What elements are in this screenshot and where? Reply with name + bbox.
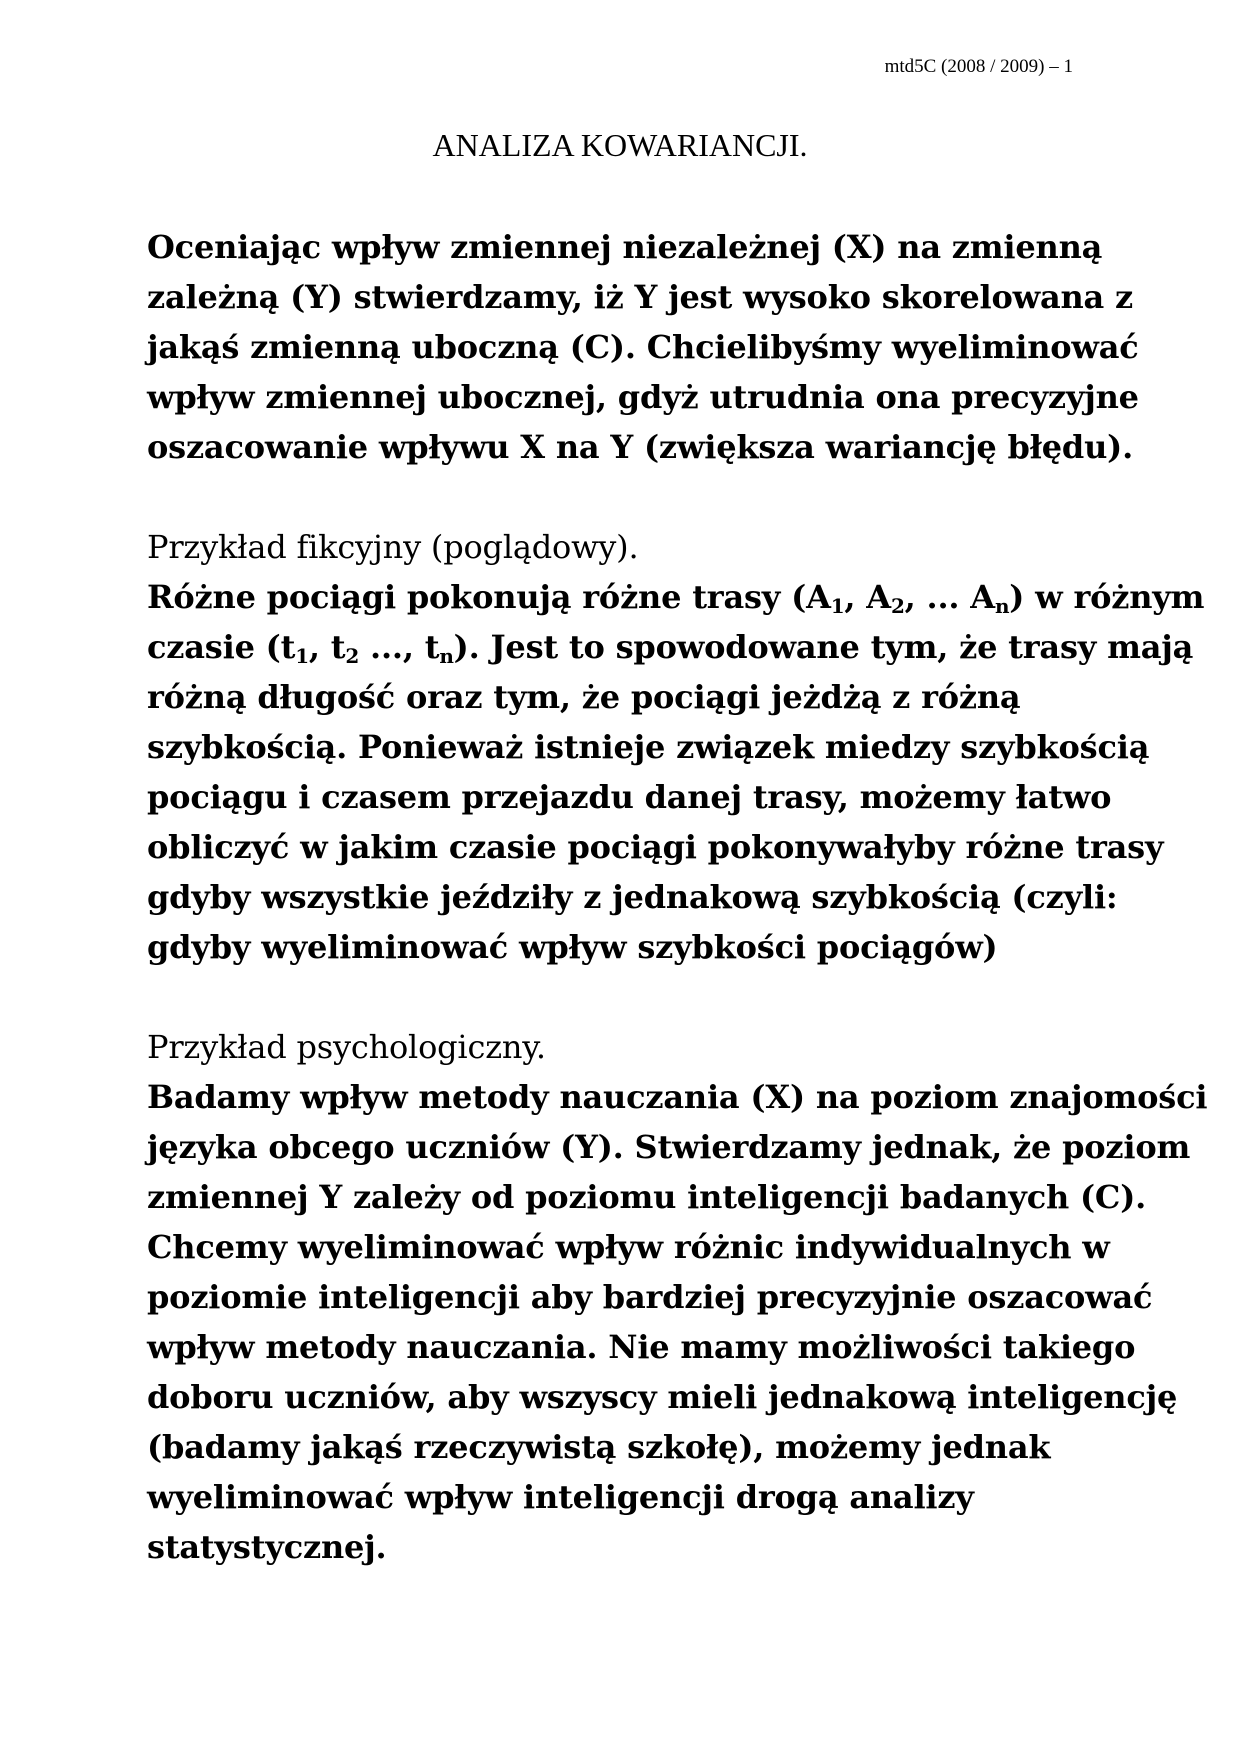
example2-line: wpływ metody nauczania. Nie mamy możliwości takiego: [147, 1328, 1136, 1366]
intro-line: oszacowanie wpływu X na Y (zwiększa wariancję błędu).: [147, 428, 1134, 466]
example2-line: Chcemy wyeliminować wpływ różnic indywidualnych w: [147, 1228, 1110, 1266]
subscript: 1: [830, 594, 845, 618]
example1-line: gdyby wszystkie jeździły z jednakową szybkością (czyli:: [147, 878, 1118, 916]
example1-paragraph: [147, 572, 1205, 972]
text-run: ). Jest to spowodowane tym, że trasy mają: [453, 628, 1194, 666]
intro-line: Oceniając wpływ zmiennej niezależnej (X) na zmienną: [147, 228, 1103, 266]
example1-line: [147, 572, 1205, 622]
example2-line: Badamy wpływ metody nauczania (X) na poziom znajomości: [147, 1078, 1208, 1116]
document-body: [147, 222, 1208, 1572]
example1-line: obliczyć w jakim czasie pociągi pokonywałyby różne trasy: [147, 828, 1164, 866]
text-run: Różne pociągi pokonują różne trasy (A: [147, 578, 831, 616]
subscript: n: [439, 644, 454, 668]
example2-line: zmiennej Y zależy od poziomu inteligencji badanych (C).: [147, 1178, 1147, 1216]
page-title: ANALIZA KOWARIANCJI.: [432, 127, 808, 163]
running-header: mtd5C (2008 / 2009) – 1: [884, 56, 1073, 77]
example1-heading: Przykład fikcyjny (poglądowy).: [147, 528, 639, 566]
example2-paragraph: [147, 1072, 1208, 1572]
paragraph-spacer: [147, 972, 1127, 1022]
example1-line: różną długość oraz tym, że pociągi jeżdżą z różną: [147, 678, 1021, 716]
example2-line: języka obcego uczniów (Y). Stwierdzamy jednak, że poziom: [147, 1128, 1191, 1166]
text-run: , A: [844, 578, 891, 616]
subscript: 1: [295, 644, 309, 668]
intro-line: jakąś zmienną uboczną (C). Chcielibyśmy wyeliminować: [147, 328, 1139, 366]
example2-heading: Przykład psychologiczny.: [147, 1028, 546, 1066]
example1-line: szybkością. Ponieważ istnieje związek miedzy szybkością: [147, 728, 1150, 766]
example2-line: doboru uczniów, aby wszyscy mieli jednakową inteligencję: [147, 1378, 1178, 1416]
example1-line: pociągu i czasem przejazdu danej trasy, możemy łatwo: [147, 778, 1112, 816]
text-run: ) w różnym: [1009, 578, 1205, 616]
example1-section: [147, 522, 1205, 972]
example2-section: [147, 1022, 1208, 1572]
text-run: ..., t: [359, 628, 440, 666]
intro-line: wpływ zmiennej ubocznej, gdyż utrudnia ona precyzyjne: [147, 378, 1139, 416]
text-run: , t: [308, 628, 346, 666]
example2-line: poziomie inteligencji aby bardziej precyzyjnie oszacować: [147, 1278, 1153, 1316]
intro-paragraph: [147, 222, 1139, 472]
example2-line: wyeliminować wpływ inteligencji drogą analizy: [147, 1478, 974, 1516]
text-run: , ... A: [904, 578, 995, 616]
example1-line: [147, 622, 1194, 672]
intro-line: zależną (Y) stwierdzamy, iż Y jest wysoko skorelowana z: [147, 278, 1134, 316]
example1-line: gdyby wyeliminować wpływ szybkości pociągów): [147, 928, 998, 966]
example2-line: statystycznej.: [147, 1528, 387, 1566]
example2-line: (badamy jakąś rzeczywistą szkołę), możemy jednak: [147, 1428, 1051, 1466]
subscript: 2: [345, 644, 360, 668]
subscript: 2: [890, 594, 905, 618]
text-run: czasie (t: [147, 628, 296, 666]
paragraph-spacer: [147, 472, 1127, 522]
subscript: n: [994, 594, 1010, 618]
